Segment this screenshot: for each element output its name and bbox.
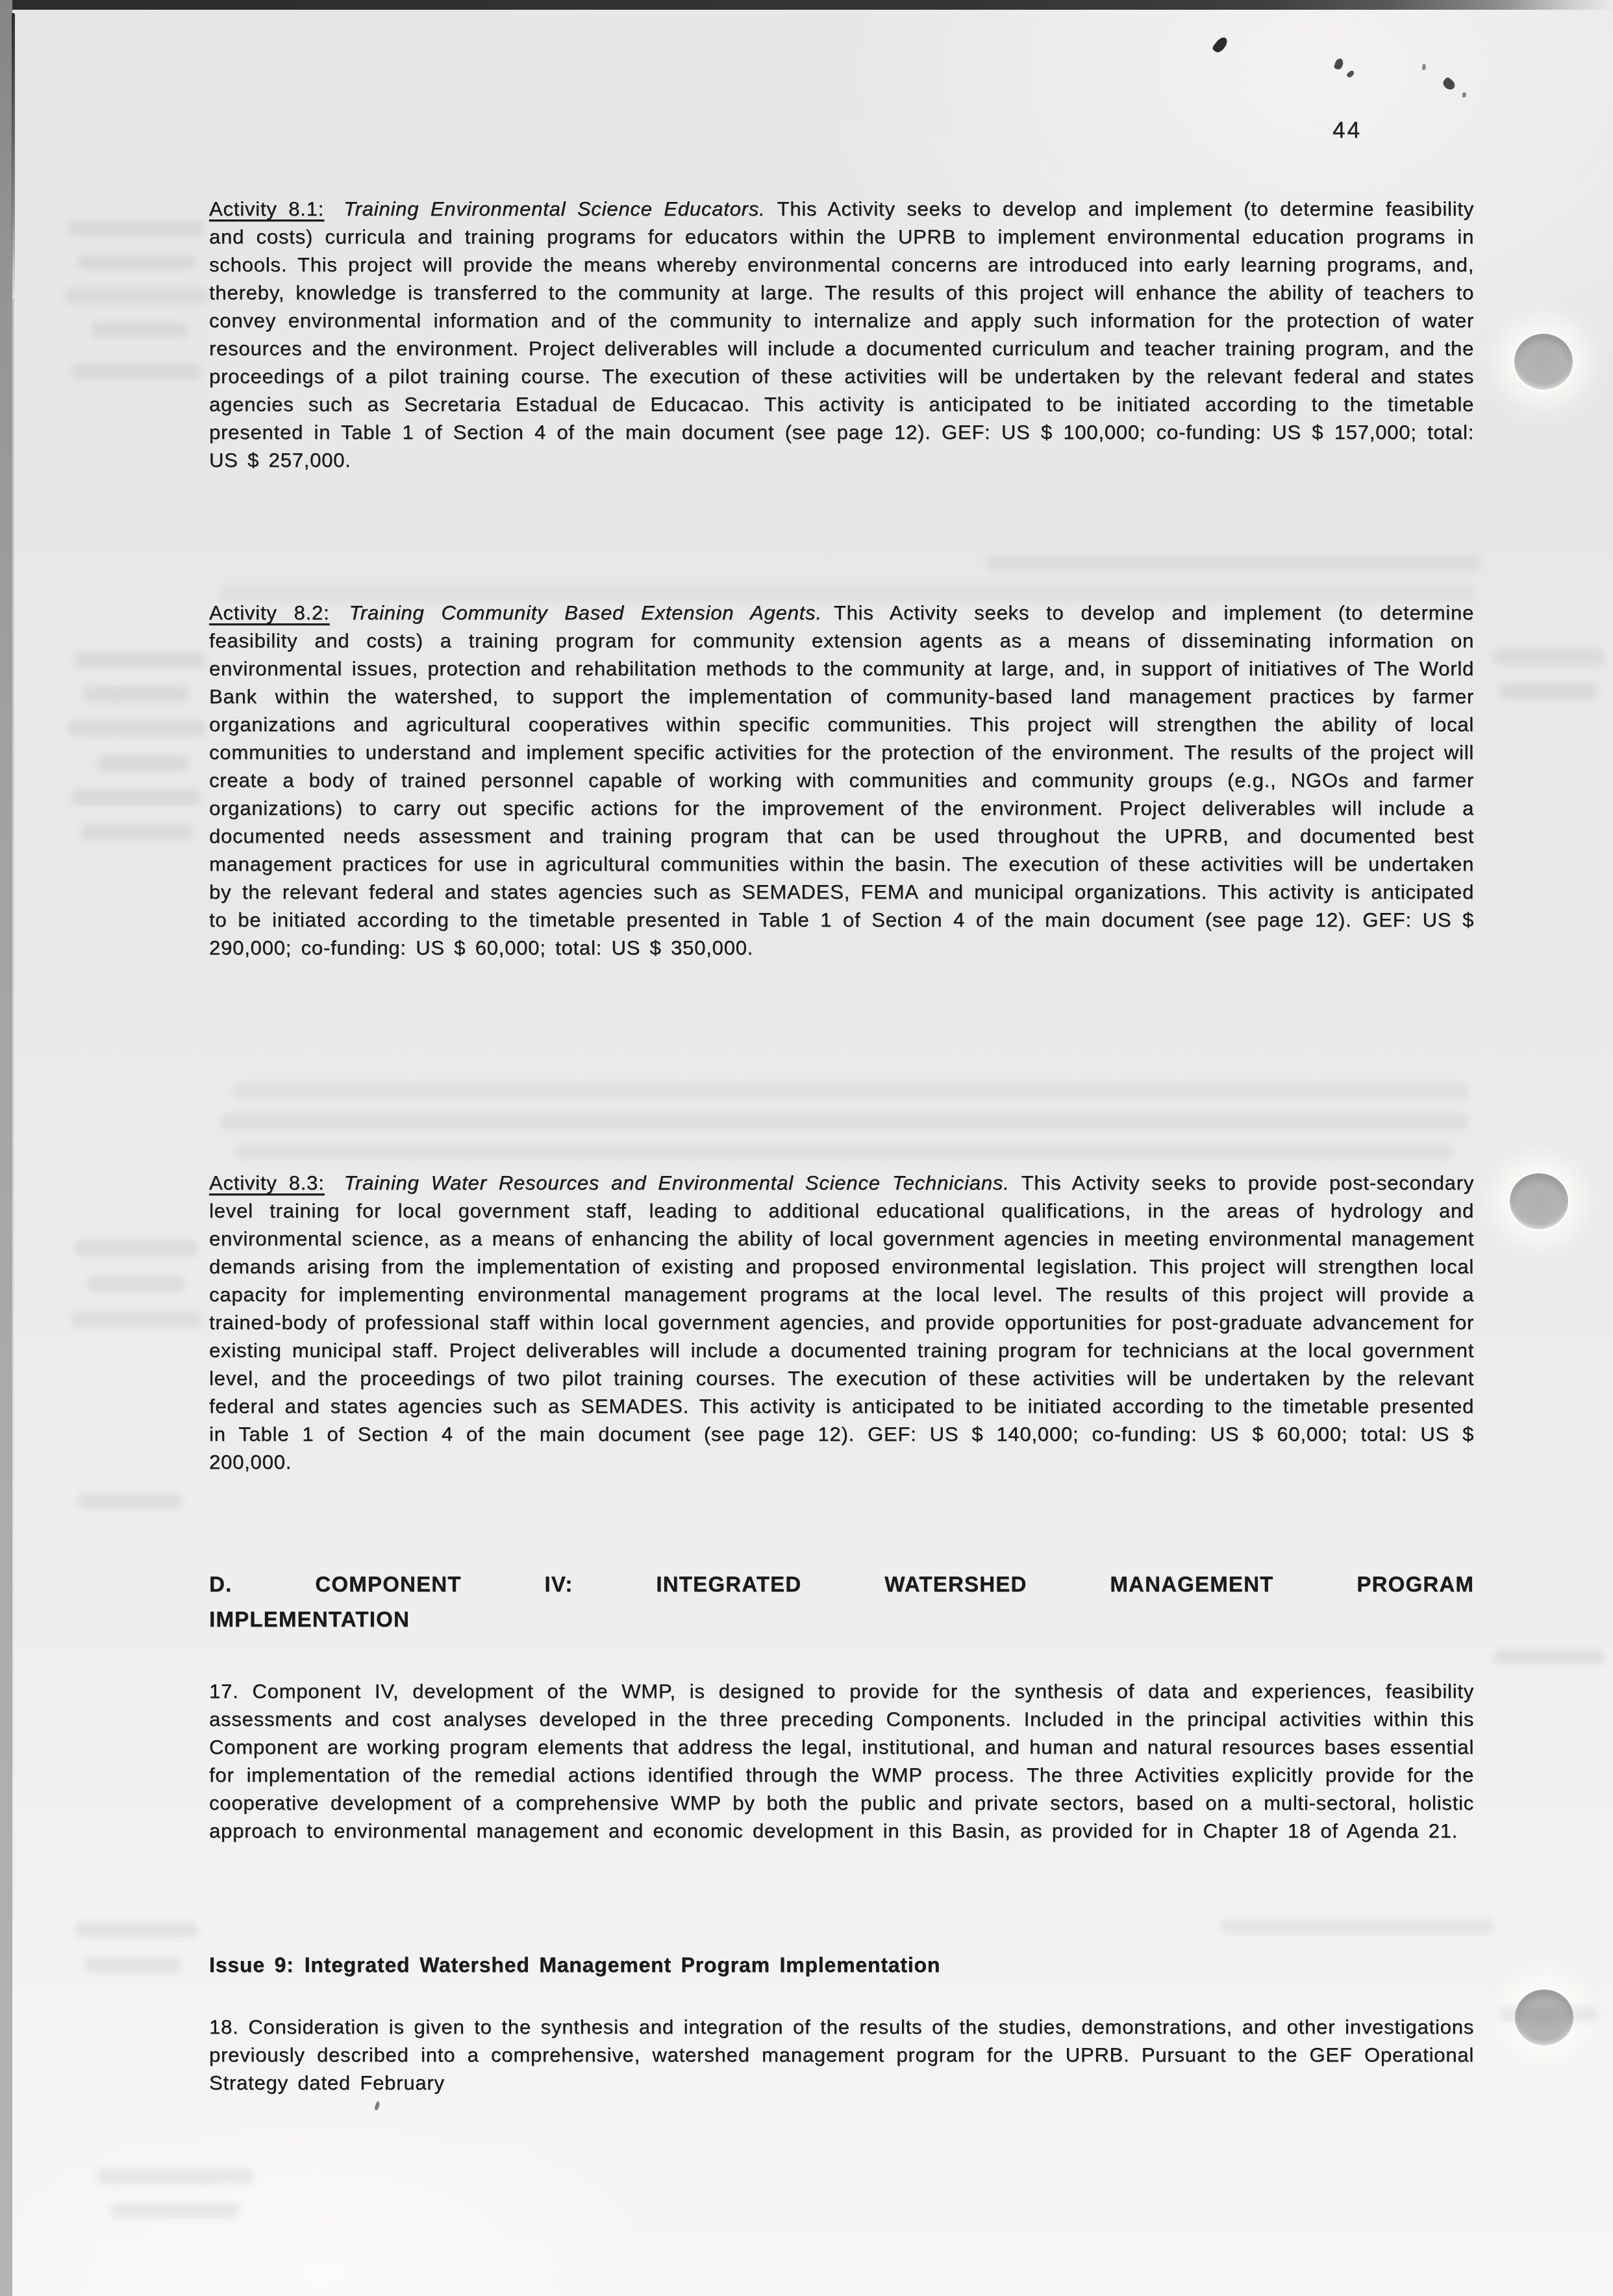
bleed-through-artifact	[68, 721, 205, 736]
paragraph-18	[209, 2013, 1474, 2097]
bleed-through-artifact	[75, 653, 205, 668]
bleed-through-artifact	[78, 255, 195, 270]
issue-9-label: Issue 9:	[209, 1953, 294, 1977]
ink-speck	[1422, 64, 1426, 70]
ink-speck	[1346, 69, 1355, 79]
bleed-through-artifact	[1221, 1919, 1494, 1934]
paragraph-activity-8-2	[209, 599, 1474, 962]
bleed-through-artifact	[78, 1493, 182, 1509]
page-number: 44	[1332, 118, 1362, 143]
ink-speck	[374, 2101, 380, 2110]
activity-8-2-label: Activity 8.2:	[209, 601, 330, 624]
page-edge-crease	[12, 13, 15, 305]
bleed-through-artifact	[75, 1240, 198, 1256]
paragraph-18-text: 18. Consideration is given to the synthesis and integration of the results of the studies, demonstrations, and other investigations previously described into a comprehensive, watershed management program for the UPRB. Pursuant to the GEF Operational Strategy dated February	[209, 2015, 1474, 2094]
bleed-through-artifact	[1500, 2006, 1597, 2022]
paragraph-activity-8-3	[209, 1169, 1474, 1476]
bleed-through-artifact	[91, 322, 188, 338]
bleed-through-artifact	[987, 555, 1481, 571]
activity-8-1-label: Activity 8.1:	[209, 197, 325, 220]
bleed-through-artifact	[71, 1312, 201, 1327]
activity-8-3-title: Training Water Resources and Environmental Science Technicians.	[344, 1171, 1010, 1194]
bleed-through-artifact	[68, 221, 205, 236]
ink-speck	[1441, 77, 1457, 92]
paragraph-17	[209, 1677, 1474, 1845]
bleed-through-artifact	[84, 686, 188, 702]
activity-8-1-body: This Activity seeks to develop and implement (to determine feasibility and costs) curricula and training programs for educators within the UPRB to implement environmental education programs in schools. This project will provide the means whereby environmental concerns are introduced into early learning programs, and, thereby, knowledge is transferred to the community at large. The results of this project will enhance the ability of teachers to convey environmental information and of the community to internalize and apply such information for the protection of water resources and the environment. Project deliverables will include a documented curriculum and teacher training program, and the proceedings of a pilot training course. The execution of these activities will be undertaken by the relevant federal and states agencies such as Secretaria Estadual de Educacao. This activity is anticipated to be initiated according to the timetable presented in Table 1 of Section 4 of the main document (see page 12). GEF: US $ 100,000; co-funding: US $ 157,000; total: US $ 257,000.	[209, 197, 1474, 471]
section-heading-component-iv	[209, 1567, 1474, 1637]
section-heading-line2: IMPLEMENTATION	[209, 1607, 410, 1631]
bleed-through-artifact	[65, 288, 208, 304]
bleed-through-artifact	[88, 1276, 185, 1292]
ink-speck	[1212, 35, 1230, 55]
binder-hole	[1514, 334, 1573, 390]
bleed-through-artifact	[234, 1083, 1468, 1099]
bleed-through-artifact	[221, 1114, 1468, 1130]
activity-8-2-body: This Activity seeks to develop and implement (to determine feasibility and costs) a training program for community extension agents as a means of disseminating information on environmental issues, protection and rehabilitation methods to the community at large, and, in support of initiatives of The World Bank within the watershed, to support the implementation of community-based land management practices by farmer organizations and agricultural cooperatives within specific communities. This project will strengthen the ability of local communities to understand and implement specific activities for the protection of the environment. The results of the project will create a body of trained personnel capable of working with communities and community groups (e.g., NGOs and farmer organizations) to carry out specific actions for the improvement of the environment. Project deliverables will include a documented needs assessment and training program that can be used throughout the UPRB, and documented best management practices for use in agricultural communities within the basin. The execution of these activities will be undertaken by the relevant federal and states agencies such as SEMADES, FEMA and municipal organizations. This activity is anticipated to be initiated according to the timetable presented in Table 1 of Section 4 of the main document (see page 12). GEF: US $ 290,000; co-funding: US $ 60,000; total: US $ 350,000.	[209, 601, 1474, 959]
bleed-through-artifact	[84, 1958, 182, 1973]
section-heading-line1: D. COMPONENT IV: INTEGRATED WATERSHED MANAGEMENT PROGRAM	[209, 1572, 1474, 1596]
bleed-through-artifact	[1494, 1649, 1604, 1665]
bleed-through-artifact	[75, 1922, 198, 1938]
bleed-through-artifact	[1494, 649, 1604, 665]
activity-8-3-label: Activity 8.3:	[209, 1171, 325, 1194]
bleed-through-artifact	[1500, 683, 1597, 699]
bleed-through-artifact	[97, 755, 188, 771]
bleed-through-artifact	[234, 1144, 1455, 1160]
ink-speck	[1462, 92, 1466, 97]
bleed-through-artifact	[97, 2169, 253, 2184]
bleed-through-artifact	[71, 790, 201, 805]
bleed-through-artifact	[110, 2202, 240, 2218]
activity-8-3-body: This Activity seeks to provide post-secondary level training for local government staff, leading to additional educational qualifications, in the areas of hydrology and environmental science, as a means of enhancing the ability of local government agencies in meeting environmental management demands arising from the implementation of existing and proposed environmental legislation. This project will strengthen local capacity for implementing environmental management programs at the local level. The results of this project will provide a trained-body of professional staff within local government agencies, and provide opportunities for post-graduate advancement for existing municipal staff. Project deliverables will include a documented training program for technicians at the local government level, and the proceedings of two pilot training courses. The execution of these activities will be undertaken by the relevant federal and states agencies such as SEMADES. This activity is anticipated to be initiated according to the timetable presented in Table 1 of Section 4 of the main document (see page 12). GEF: US $ 140,000; co-funding: US $ 60,000; total: US $ 200,000.	[209, 1171, 1475, 1473]
scan-edge-top	[6, 0, 1613, 10]
bleed-through-artifact	[71, 364, 201, 379]
page-edge-crease-lower	[12, 299, 14, 1922]
ink-speck	[1334, 58, 1345, 71]
binder-hole	[1510, 1173, 1568, 1229]
scan-edge-left	[0, 0, 12, 2296]
issue-9-title: Integrated Watershed Management Program Implementation	[304, 1953, 941, 1977]
activity-8-1-title: Training Environmental Science Educators.	[344, 197, 766, 220]
paragraph-activity-8-1	[209, 195, 1474, 474]
paragraph-17-text: 17. Component IV, development of the WMP, is designed to provide for the synthesis of data and experiences, feasibility assessments and cost analyses developed in the three preceding Components. Included in the principal activities within this Component are working program elements that address the legal, institutional, and human and natural resources bases essential for implementation of the remedial actions identified through the WMP process. The three Activities explicitly provide for the cooperative development of a comprehensive WMP by both the public and private sectors, based on a multi-sectoral, holistic approach to environmental management and economic development in this Basin, as provided for in Chapter 18 of Agenda 21.	[209, 1680, 1475, 1842]
issue-9-heading	[209, 1951, 1474, 1979]
activity-8-2-title: Training Community Based Extension Agents.	[349, 601, 822, 624]
bleed-through-artifact	[81, 825, 192, 840]
